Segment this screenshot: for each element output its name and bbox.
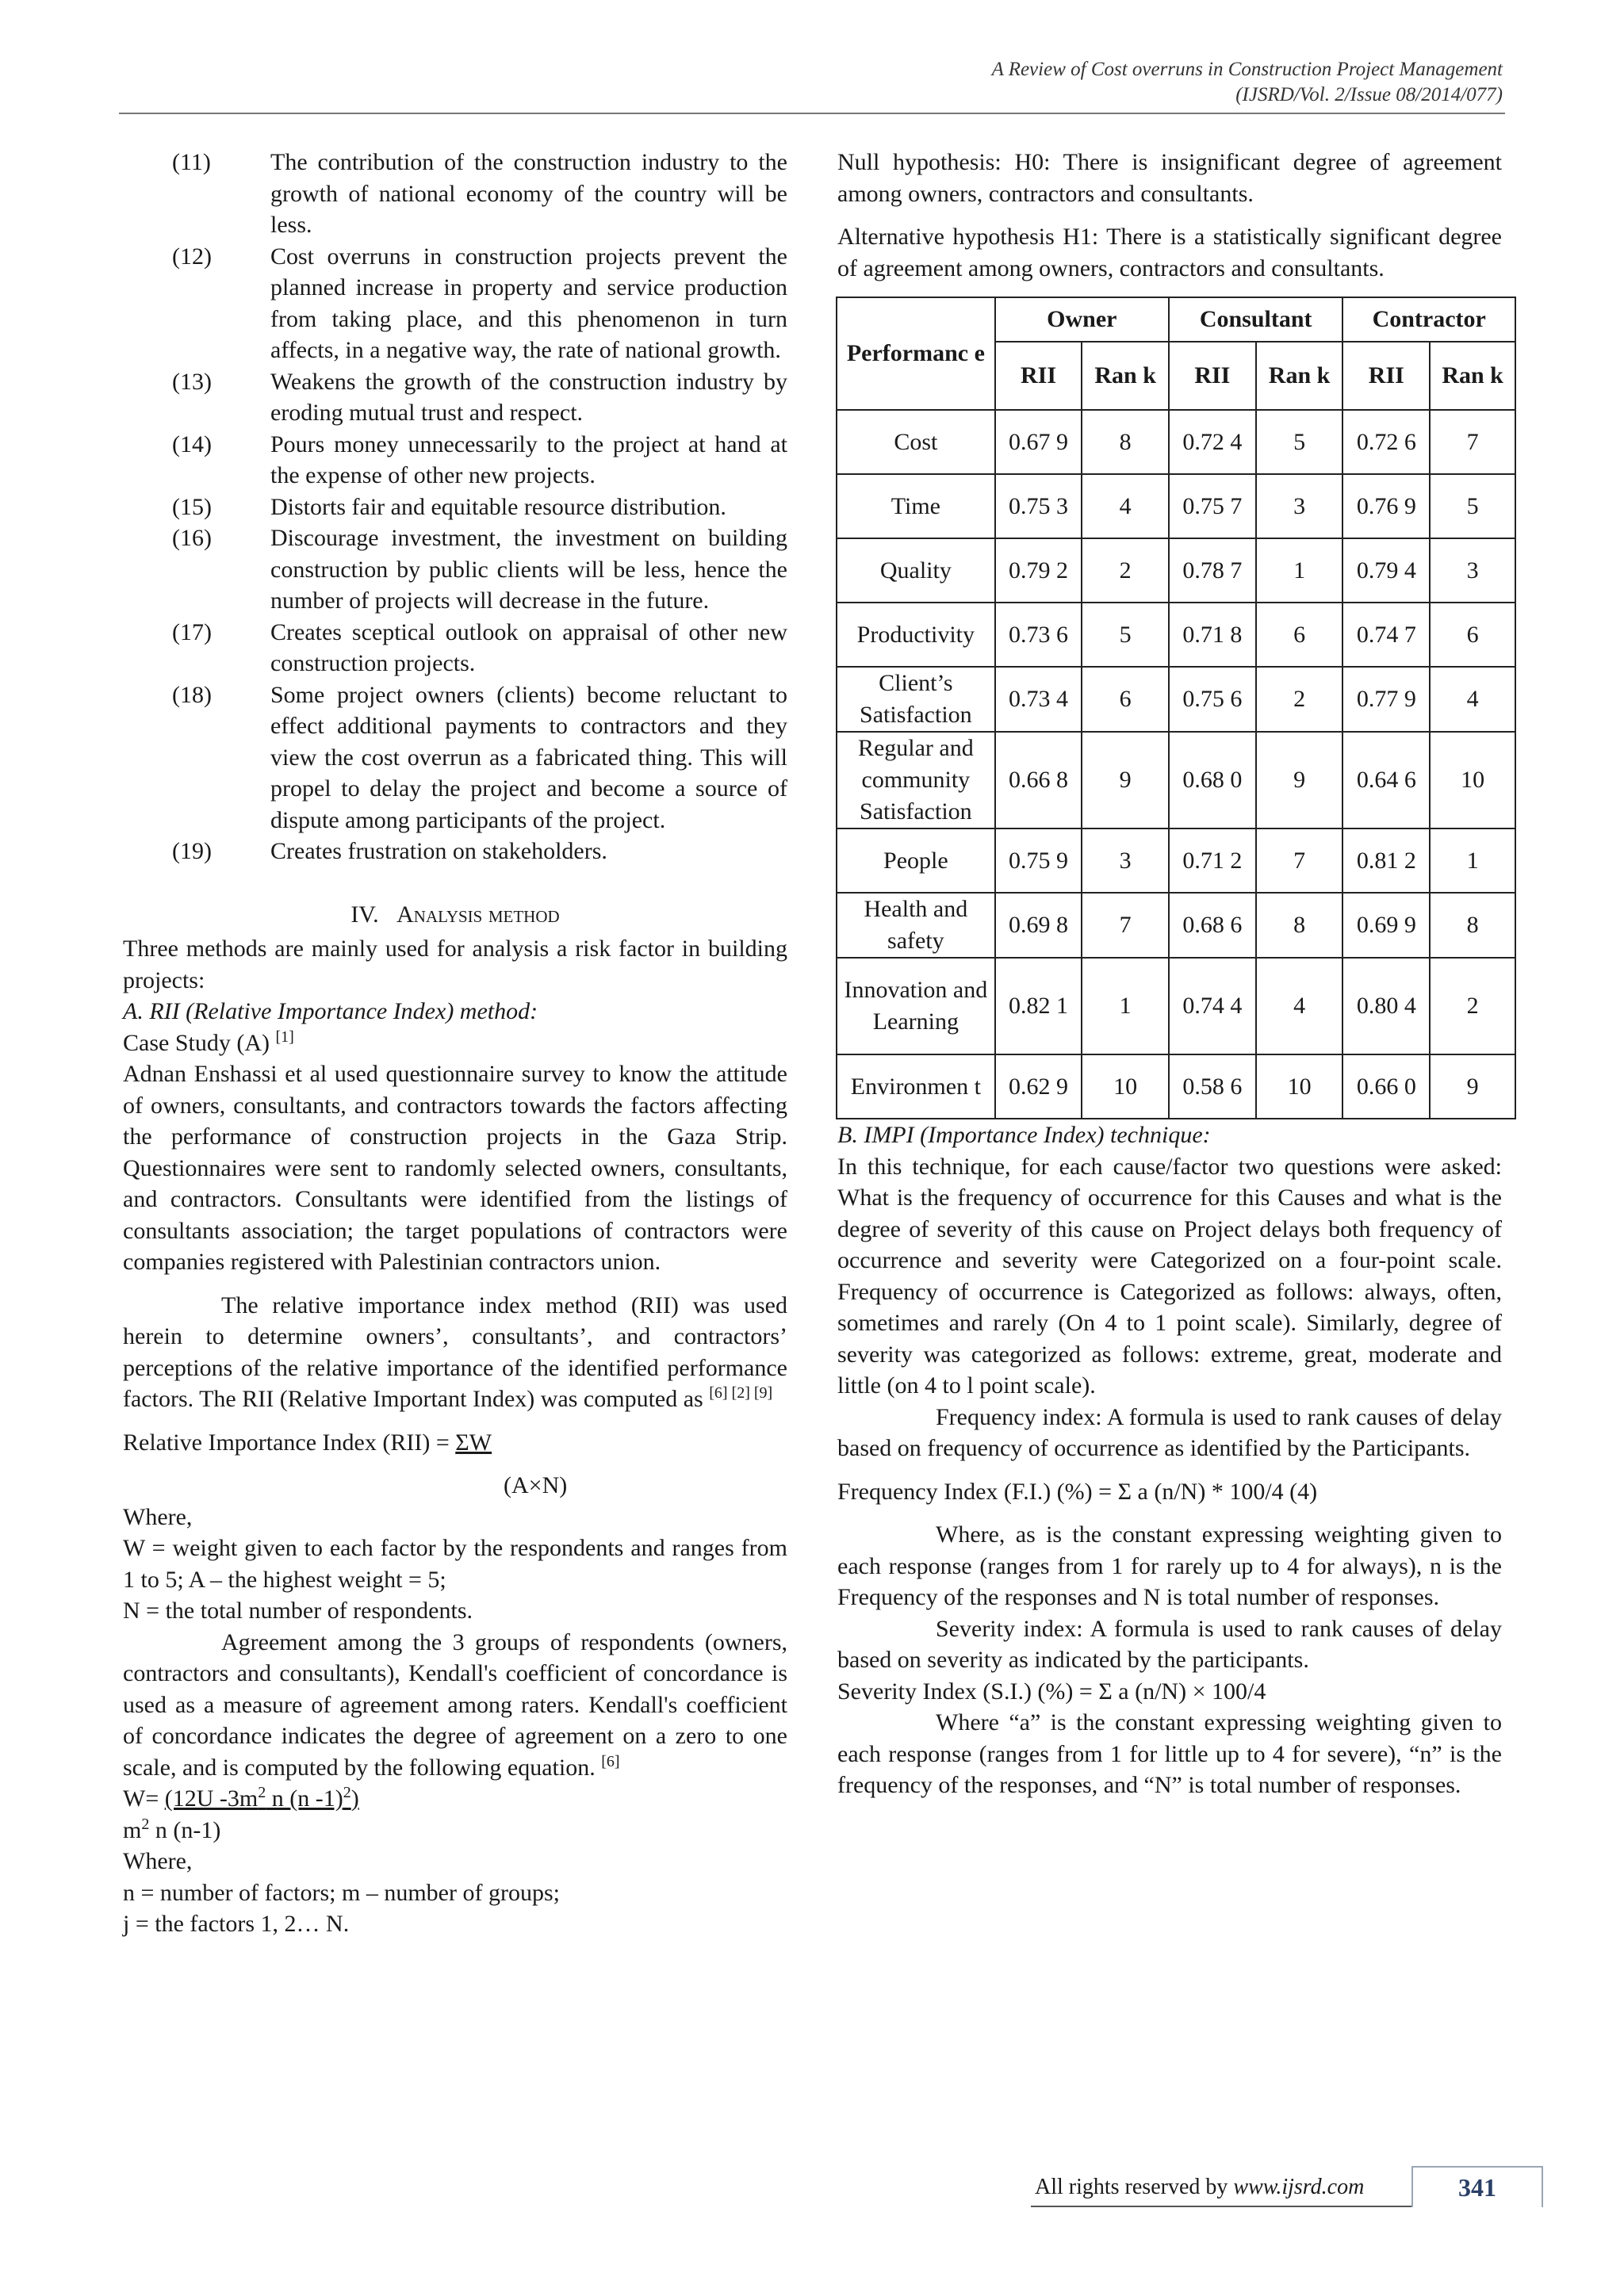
table-row: Environmen t 0.62 9 10 0.58 6 10 0.66 0 9 <box>837 1054 1515 1119</box>
subsection-a-heading: A. RII (Relative Importance Index) method: <box>123 998 538 1024</box>
citation: [1] <box>275 1027 294 1046</box>
nm-definition: n = number of factors; m – number of groups; <box>123 1879 560 1906</box>
left-column <box>123 147 787 1940</box>
table-row: Innovation and Learning 0.82 1 1 0.74 4 4 0.80 4 2 <box>837 958 1515 1054</box>
intro-paragraph: Three methods are mainly used for analysis a risk factor in building projects: <box>123 936 787 993</box>
running-header <box>992 57 1503 108</box>
severity-index-formula: Severity Index (S.I.) (%) = Σ a (n/N) × 100/4 <box>837 1678 1266 1705</box>
table-row: Regular and community Satisfaction 0.66 8 9 0.68 0 9 0.64 6 10 <box>837 732 1515 828</box>
frequency-index-formula: Frequency Index (F.I.) (%) = Σ a (n/N) * 100/4 (4) <box>837 1478 1318 1505</box>
table-row: Health and safety 0.69 8 7 0.68 6 8 0.69 9 8 <box>837 893 1515 958</box>
subheader-rii: RII <box>1169 342 1256 410</box>
subheader-rii: RII <box>995 342 1082 410</box>
right-column <box>837 147 1502 1801</box>
footer-link[interactable]: www.ijsrd.com <box>1233 2175 1365 2199</box>
table-row: Productivity 0.73 6 5 0.71 8 6 0.74 7 6 <box>837 603 1515 667</box>
rii-formula-denominator: (A×N) <box>504 1472 568 1498</box>
subheader-rank: Ran k <box>1082 342 1169 410</box>
where-a-paragraph: Where “a” is the constant expressing weighting given to each response (ranges from 1 for little up to 4 for severe), “n” is the frequency of the responses, and “N” is total number of responses. <box>837 1709 1502 1798</box>
header-title: A Review of Cost overruns in Construction Project Management <box>991 59 1503 80</box>
severity-index-paragraph: Severity index: A formula is used to rank causes of delay based on severity as indicated by the participants. <box>837 1615 1502 1673</box>
footer-copyright: All rights reserved by www.ijsrd.com <box>1035 2175 1365 2199</box>
where-label: Where, <box>123 1503 193 1530</box>
list-item: (17) Creates sceptical outlook on appraisal of other new construction projects. <box>172 618 787 676</box>
impi-paragraph: In this technique, for each cause/factor two questions were asked: What is the frequency of occurrence for this Causes and what is the degree of severity of this cause on Project delays both frequency of occurrence and severity were Categorized on a four-point scale. Frequency of occurrence is Categorized as follows: always, often, sometimes and rarely (On 4 to 1 point scale). Similarly, degree of severity was categorized as follows: extreme, great, moderate and little (on 4 to l point scale). <box>837 1153 1502 1399</box>
citation: [6] [2] [9] <box>709 1384 773 1402</box>
consequence-list <box>123 147 787 867</box>
subheader-rii: RII <box>1342 342 1430 410</box>
rii-formula: Relative Importance Index (RII) = ΣW <box>123 1429 492 1456</box>
table-row: Time 0.75 3 4 0.75 7 3 0.76 9 5 <box>837 474 1515 538</box>
section-heading: IV. Analysis method <box>350 901 560 928</box>
page-number: 341 <box>1411 2166 1543 2207</box>
list-item: (19) Creates frustration on stakeholders. <box>172 838 607 864</box>
subheader-rank: Ran k <box>1430 342 1515 410</box>
where-label: Where, <box>123 1848 193 1874</box>
kendall-paragraph: Agreement among the 3 groups of respondents (owners, contractors and consultants), Kendall's coefficient of concordance is used as a measure of agreement among raters. Kendall's coefficient of concordance indicates the degree of agreement on a zero to one scale, and is computed by the following equation. [6] <box>123 1628 787 1781</box>
table-row: Quality 0.79 2 2 0.78 7 1 0.79 4 3 <box>837 538 1515 603</box>
j-definition: j = the factors 1, 2… N. <box>123 1911 350 1937</box>
header-rule <box>119 113 1505 114</box>
list-item: (12) Cost overruns in construction projects prevent the planned increase in property and service production from taking place, and this phenomenon in turn affects, in a negative way, the rate of national growth. <box>172 243 787 363</box>
column-header-owner: Owner <box>995 297 1169 342</box>
kendall-formula-denominator: $m^2$ n (n-1) <box>123 1815 221 1843</box>
list-item: (15) Distorts fair and equitable resource distribution. <box>172 493 726 520</box>
list-item: (11) The contribution of the construction industry to the growth of national economy of the country will be less. <box>172 149 787 238</box>
alt-hypothesis: Alternative hypothesis H1: There is a statistically significant degree of agreement among owners, contractors and consultants. <box>837 224 1502 281</box>
list-item: (13) Weakens the growth of the construction industry by eroding mutual trust and respect. <box>172 368 787 426</box>
table-row: Cost 0.67 9 8 0.72 4 5 0.72 6 7 <box>837 410 1515 474</box>
case-study-label: Case Study (A) [1] <box>123 1027 294 1056</box>
n-definition: N = the total number of respondents. <box>123 1598 473 1624</box>
null-hypothesis: Null hypothesis: H0: There is insignificant degree of agreement among owners, contractors and consultants. <box>837 149 1502 207</box>
subsection-b-heading: B. IMPI (Importance Index) technique: <box>837 1122 1211 1148</box>
list-item: (16) Discourage investment, the investment on building construction by public clients will be less, hence the number of projects will decrease in the future. <box>172 525 787 614</box>
footer-rule <box>1031 2206 1411 2207</box>
list-item: (14) Pours money unnecessarily to the project at hand at the expense of other new projects. <box>172 430 787 488</box>
column-header-performance: Performanc e <box>837 297 995 410</box>
rii-paragraph: The relative importance index method (RII) was used herein to determine owners’, consultants’, and contractors’ perceptions of the relative importance of the identified performance factors. The RII (Relative Important Index) was computed as [6] [2] [9] <box>123 1292 787 1412</box>
subheader-rank: Ran k <box>1256 342 1343 410</box>
table-row: Client’s Satisfaction 0.73 4 6 0.75 6 2 0.77 9 4 <box>837 667 1515 732</box>
where-as-paragraph: Where, as is the constant expressing weighting given to each response (ranges from 1 for rarely up to 4 for always), n is the Frequency of the responses and N is total number of responses. <box>837 1521 1502 1610</box>
kendall-formula: W= (12U $-3m^2$ n (n -1)$^2$) <box>123 1784 359 1812</box>
enshassi-paragraph: Adnan Enshassi et al used questionnaire survey to know the attitude of owners, consultants, and contractors towards the factors affecting the performance of construction projects in the Gaza Strip. Questionnaires were sent to randomly selected owners, consultants, and contractors. Consultants were identified from the listings of consultants association; the target populations of contractors were companies registered with Palestinian contractors union. <box>123 1061 787 1275</box>
column-header-contractor: Contractor <box>1342 297 1515 342</box>
citation: [6] <box>601 1752 620 1770</box>
table-row: People 0.75 9 3 0.71 2 7 0.81 2 1 <box>837 828 1515 893</box>
header-issue: (IJSRD/Vol. 2/Issue 08/2014/077) <box>1235 84 1503 105</box>
frequency-index-paragraph: Frequency index: A formula is used to rank causes of delay based on frequency of occurrence as identified by the Participants. <box>837 1403 1502 1461</box>
list-item: (18) Some project owners (clients) become reluctant to effect additional payments to contractors and they view the cost overrun as a fabricated thing. This will propel to delay the project and become a source of dispute among participants of the project. <box>172 681 787 833</box>
performance-table <box>836 297 1516 1119</box>
column-header-consultant: Consultant <box>1169 297 1342 342</box>
w-definition: W = weight given to each factor by the respondents and ranges from 1 to 5; A – the highest weight = 5; <box>123 1535 787 1593</box>
table-header-row <box>837 297 1515 342</box>
